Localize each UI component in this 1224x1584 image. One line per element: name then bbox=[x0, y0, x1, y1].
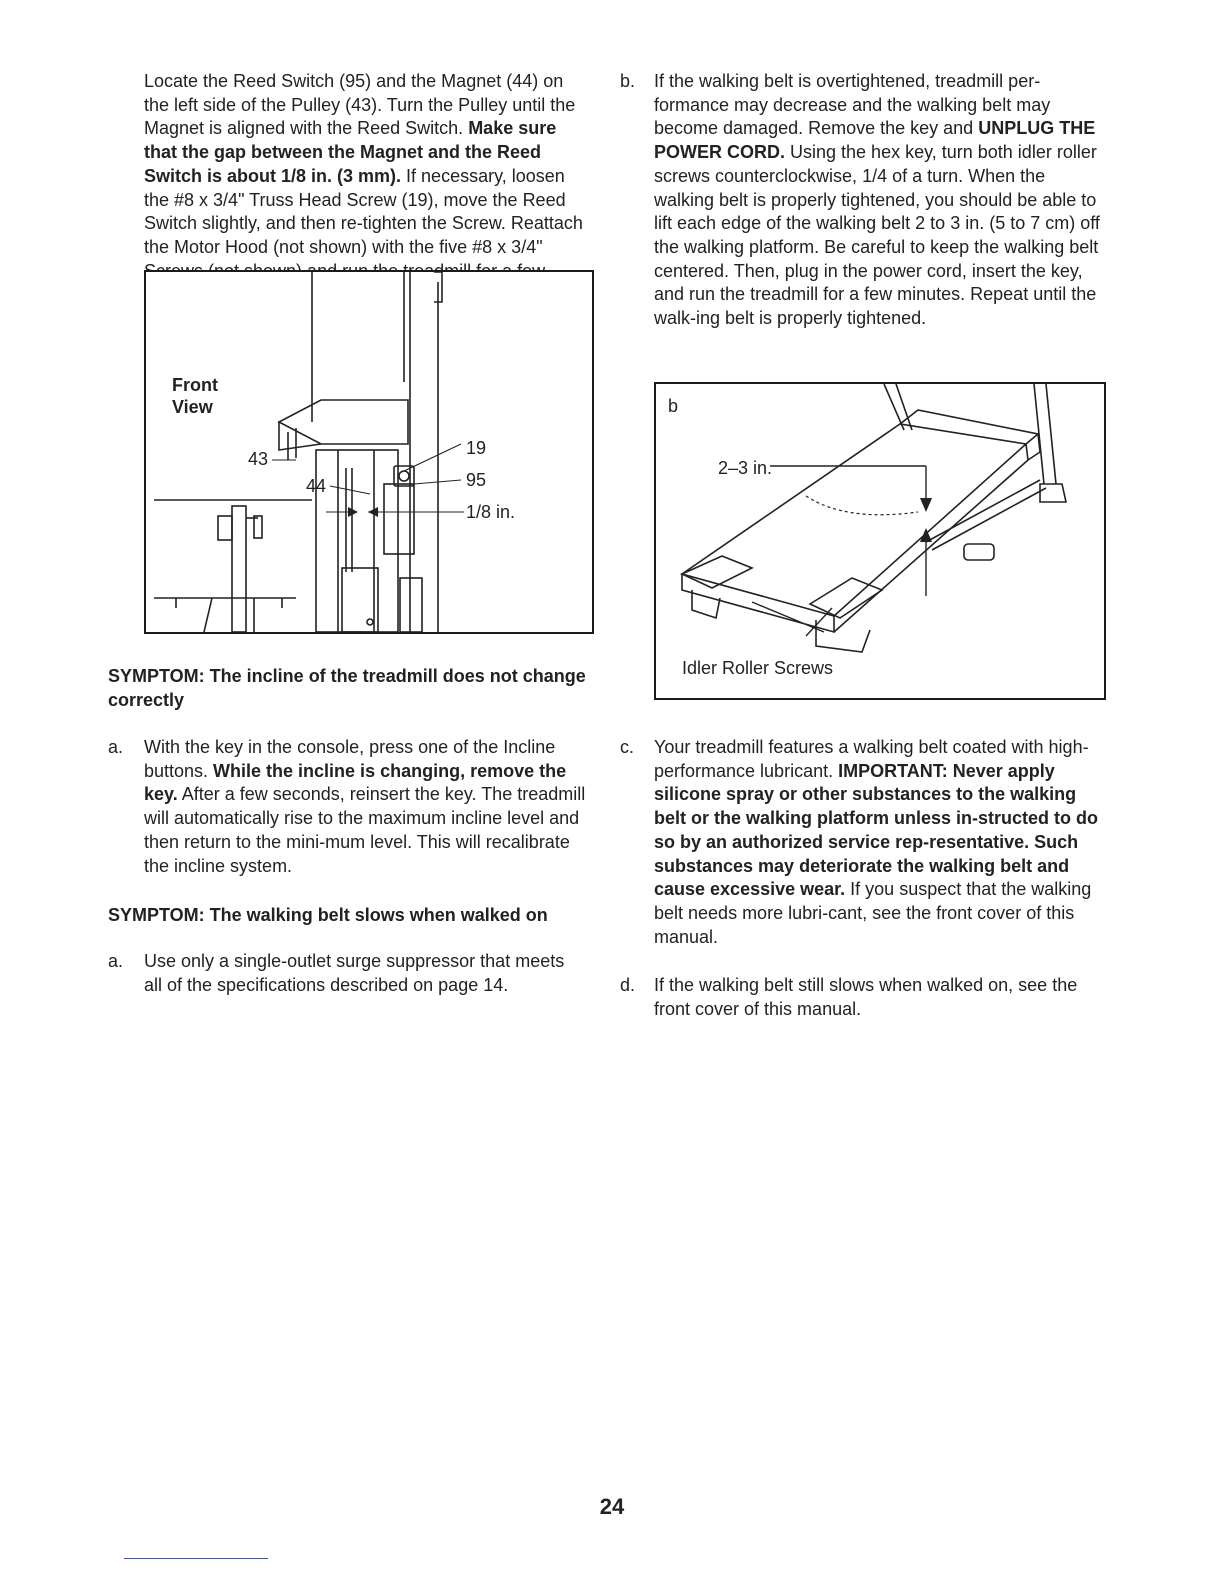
front-view-figure bbox=[144, 270, 594, 634]
symptom2-item-a-letter: a. bbox=[108, 951, 124, 971]
text-run: With the key in the console, press one of the Incline buttons. bbox=[144, 737, 556, 781]
text-run: Locate the Reed Switch (95) and the Magnet (44) on the left side of the Pulley (43). Turn the Pulley until the Magnet is aligned with the Reed Switch. bbox=[144, 71, 576, 139]
item-b-letter: b. bbox=[620, 71, 636, 91]
text-run: After a few seconds, reinsert the key. The treadmill will automatically rise to the maximum incline level and then return to the mini-mum level. This will recalibrate the incline system. bbox=[144, 784, 586, 876]
bold-text-run: While the incline is changing, remove the key. bbox=[144, 760, 567, 805]
text-run: Your treadmill features a walking belt coated with high-performance lubricant. bbox=[654, 737, 1089, 781]
text-run: If the walking belt still slows when walked on, see the front cover of this manual. bbox=[654, 975, 1078, 1019]
callout-gap-measurement: 1/8 in. bbox=[466, 502, 516, 522]
item-c-text bbox=[654, 736, 1104, 949]
lift-measurement-label: 2–3 in. bbox=[718, 458, 773, 478]
front-view-title: Front View bbox=[172, 375, 218, 417]
callout-44: 44 bbox=[306, 476, 327, 496]
belt-tension-figure bbox=[654, 382, 1106, 700]
text-run: If you suspect that the walking belt needs more lubri-cant, see the front cover of this manual. bbox=[654, 879, 1092, 947]
text-run: If the walking belt is overtightened, treadmill per-formance may decrease and the walking belt may become damaged. Remove the key and bbox=[654, 71, 1051, 139]
symptom1-item-a-text bbox=[144, 736, 592, 878]
symptom2-item-a-text bbox=[144, 950, 574, 997]
symptom-incline-heading: SYMPTOM: The incline of the treadmill does not change correctly bbox=[108, 666, 586, 710]
item-d-letter: d. bbox=[620, 975, 636, 995]
reed-switch-illustration bbox=[146, 272, 592, 632]
bold-text-run: Make sure that the gap between the Magnet and the Reed Switch is about 1/8 in. (3 mm). bbox=[144, 118, 557, 186]
symptom1-item-a-letter: a. bbox=[108, 737, 124, 757]
text-run: If necessary, loosen the #8 x 3/4" Truss Head Screw (19), move the Reed Switch slightly, and then re-tighten the Screw. Reattach the Motor Hood (not shown) with the five #8 x 3/4" bbox=[144, 165, 583, 257]
symptom-belt-slows-heading: SYMPTOM: The walking belt slows when walked on bbox=[108, 905, 548, 925]
treadmill-belt-illustration bbox=[656, 384, 1104, 698]
text-run: Use only a single-outlet surge suppressor that meets all of the specifications described on page 14. bbox=[144, 951, 565, 995]
item-d-text bbox=[654, 974, 1094, 1021]
text-run: Using the hex key, turn both idler roller screws counterclockwise, 1/4 of a turn. When the walking belt is properly tightened, you should be able to lift each edge of the walking belt 2 to 3 in. (5 to 7 cm) off the walking platform. Be careful to keep the walking belt centered. Then, plug in the power cord, insert the key, and run the treadmill for a few minutes. Repeat until the walk-ing belt is properly tightened. bbox=[654, 142, 1100, 329]
idler-roller-screws-label: Idler Roller Screws bbox=[682, 658, 834, 678]
item-c-letter: c. bbox=[620, 737, 635, 757]
callout-19: 19 bbox=[466, 438, 487, 458]
item-b-text bbox=[654, 70, 1102, 331]
bold-text-run: UNPLUG THE POWER CORD. bbox=[654, 118, 1096, 163]
callout-95: 95 bbox=[466, 470, 487, 490]
footer-rule bbox=[124, 1558, 268, 1559]
page-number: 24 bbox=[599, 1494, 625, 1519]
figure-b-label: b bbox=[668, 396, 679, 416]
callout-43: 43 bbox=[248, 449, 269, 469]
bold-text-run: IMPORTANT: Never apply silicone spray or other substances to the walking belt or the walking platform unless in-structed to do so by an authorized service rep-resentative. Such substances may deteriorate the walking belt and cause excessive wear. bbox=[654, 760, 1099, 900]
